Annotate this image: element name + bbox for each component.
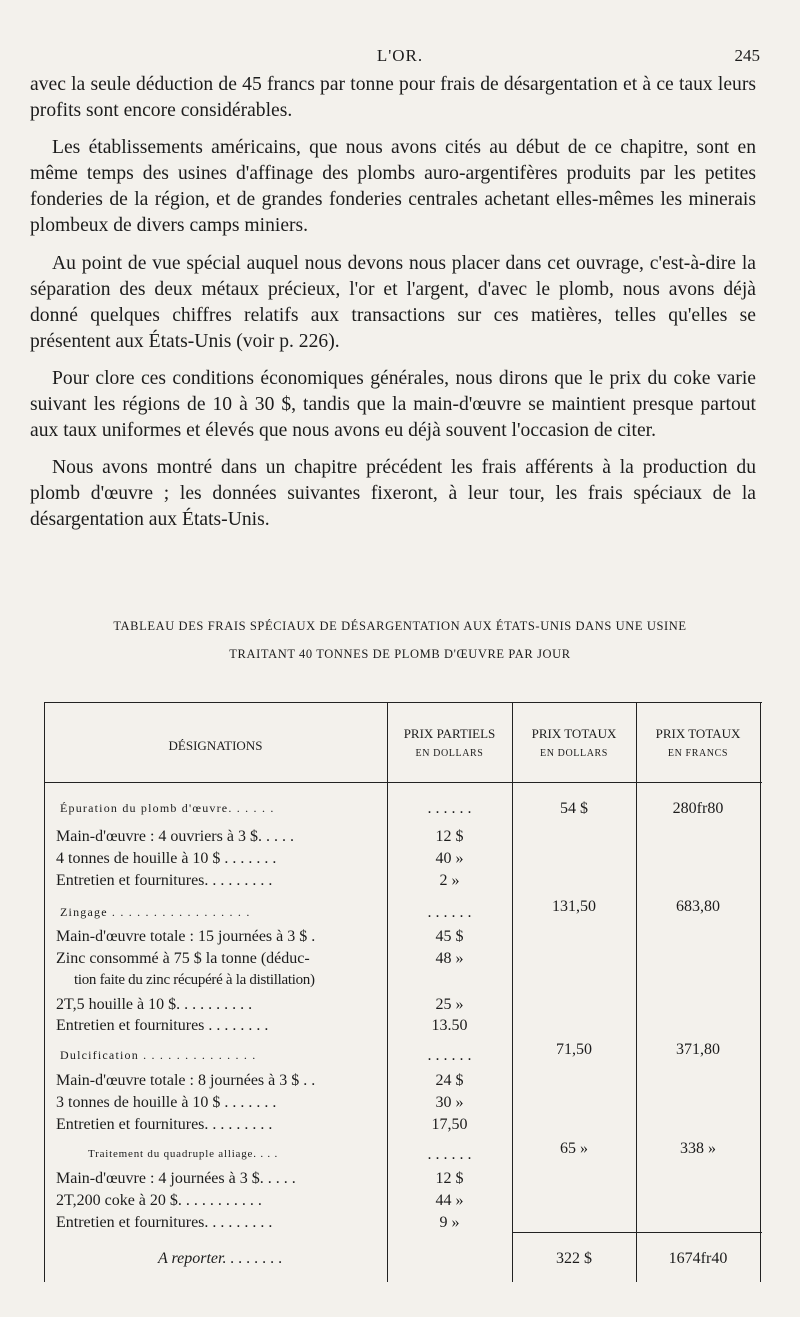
paragraph-4: Pour clore ces conditions économiques générales, nous dirons que le prix du coke varie suivant les régions de 10 à 30 $, tandis que la main-d'œuvre se maintient presque partout aux taux uniformes et élevés que nous avons eu déjà souvent l'occasion de citer.: [30, 367, 756, 442]
header-prix-totaux-dollars: PRIX TOTAUX EN DOLLARS: [531, 726, 617, 759]
table-header-rule: [44, 782, 762, 783]
page-header: [30, 46, 770, 70]
row-label: 2T,200 coke à 20 $. . . . . . . . . . .: [56, 1192, 262, 1209]
table-total-rule: [512, 1232, 762, 1233]
total-dollars: 322 $: [556, 1250, 592, 1267]
cell-partiel: 48 »: [435, 950, 464, 967]
row-label: 4 tonnes de houille à 10 $ . . . . . . .: [56, 850, 277, 867]
cell-total-dollars: 71,50: [556, 1041, 592, 1058]
body-text: [30, 72, 756, 534]
header-prix-totaux-francs: PRIX TOTAUX EN FRANCS: [655, 726, 741, 759]
cell-partiel: 25 »: [435, 996, 464, 1013]
cell-partiel: 12 $: [435, 828, 464, 845]
header-prix-partiels: PRIX PARTIELS EN DOLLARS: [403, 726, 496, 759]
cell-partiel: . . . . . .: [427, 904, 472, 921]
paragraph-1: avec la seule déduction de 45 francs par tonne pour frais de désargentation et à ce taux leurs profits sont encore considérables.: [30, 74, 756, 122]
section-traitement-alliage: Traitement du quadruple alliage. . . .: [88, 1148, 279, 1160]
cell-partiel: . . . . . .: [427, 800, 472, 817]
cell-total-dollars: 131,50: [552, 898, 596, 915]
row-label: Entretien et fournitures . . . . . . . .: [56, 1017, 269, 1034]
cell-total-francs: 280fr80: [672, 800, 724, 817]
section-dulcification: Dulcification . . . . . . . . . . . . . .: [60, 1048, 257, 1062]
table-col-rule-3: [636, 702, 637, 1282]
row-label: Main-d'œuvre totale : 15 journées à 3 $ .: [56, 928, 316, 945]
cell-partiel: . . . . . .: [427, 1047, 472, 1064]
cell-partiel: 17,50: [431, 1116, 468, 1133]
cell-total-francs: 371,80: [676, 1041, 720, 1058]
section-epuration: Épuration du plomb d'œuvre. . . . . .: [60, 801, 275, 815]
cell-total-francs: 338 »: [680, 1140, 716, 1157]
table-caption-line-1: TABLEAU DES FRAIS SPÉCIAUX DE DÉSARGENTATION AUX ÉTATS-UNIS DANS UNE USINE: [113, 619, 687, 633]
table-col-rule-2: [512, 702, 513, 1282]
cell-partiel: 45 $: [435, 928, 464, 945]
cell-partiel: 30 »: [435, 1094, 464, 1111]
total-francs: 1674fr40: [668, 1250, 728, 1267]
row-label: Zinc consommé à 75 $ la tonne (déduc-: [56, 950, 310, 967]
table-right-border: [760, 702, 761, 1282]
cell-total-francs: 683,80: [676, 898, 720, 915]
cost-table: [44, 702, 762, 1282]
row-label: Entretien et fournitures. . . . . . . . .: [56, 872, 273, 889]
table-caption: [30, 612, 770, 668]
row-label: Entretien et fournitures. . . . . . . . .: [56, 1116, 273, 1133]
row-label: Main-d'œuvre : 4 ouvriers à 3 $. . . . .: [56, 828, 294, 845]
cell-partiel: 24 $: [435, 1072, 464, 1089]
cell-partiel: . . . . . .: [427, 1146, 472, 1163]
cell-partiel: 12 $: [435, 1170, 464, 1187]
table-caption-line-2: TRAITANT 40 TONNES DE PLOMB D'ŒUVRE PAR JOUR: [229, 647, 571, 661]
total-label: A reporter. . . . . . . .: [158, 1250, 283, 1267]
row-label: Main-d'œuvre : 4 journées à 3 $. . . . .: [56, 1170, 296, 1187]
cell-partiel: 13.50: [431, 1017, 468, 1034]
header-designations: DÉSIGNATIONS: [168, 738, 263, 753]
cell-partiel: 2 »: [439, 872, 460, 889]
table-top-rule: [44, 702, 762, 703]
paragraph-3: Au point de vue spécial auquel nous devons nous placer dans cet ouvrage, c'est-à-dire la séparation des deux métaux précieux, l'or et l'argent, d'avec le plomb, nous avons déjà donné quelques chiffres relatifs aux transactions sur ces matières, telles qu'elles se présentent aux États-Unis (voir p. 226).: [30, 252, 756, 352]
row-label: 3 tonnes de houille à 10 $ . . . . . . .: [56, 1094, 277, 1111]
row-label-continuation: tion faite du zinc récupéré à la distillation): [74, 972, 315, 988]
row-label: 2T,5 houille à 10 $. . . . . . . . . .: [56, 996, 253, 1013]
table-left-border: [44, 702, 45, 1282]
cell-total-dollars: 54 $: [560, 800, 588, 817]
row-label: Entretien et fournitures. . . . . . . . .: [56, 1214, 273, 1231]
section-zingage: Zingage . . . . . . . . . . . . . . . . .: [60, 905, 251, 919]
cell-partiel: 9 »: [439, 1214, 460, 1231]
paragraph-5: Nous avons montré dans un chapitre précédent les frais afférents à la production du plomb d'œuvre ; les données suivantes fixeront, à leur tour, les frais spéciaux de la désargentation aux États-Unis.: [30, 457, 756, 531]
cell-partiel: 44 »: [435, 1192, 464, 1209]
cell-partiel: 40 »: [435, 850, 464, 867]
page-number: 245: [734, 46, 760, 65]
row-label: Main-d'œuvre totale : 8 journées à 3 $ . .: [56, 1072, 316, 1089]
running-title: L'OR.: [376, 46, 424, 65]
paragraph-2: Les établissements américains, que nous avons cités au début de ce chapitre, sont en même temps des usines d'affinage des plombs auro-argentifères produits par les petites fonderies de la région, et de grandes fonderies centrales achetant elles-mêmes les minerais plombeux de divers camps miniers.: [30, 137, 756, 237]
cell-total-dollars: 65 »: [560, 1140, 588, 1157]
